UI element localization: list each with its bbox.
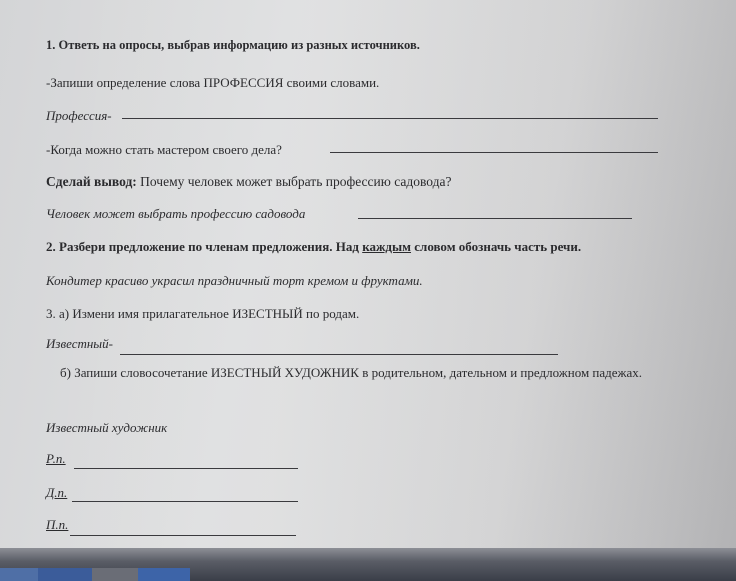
q3-answer-label-adjective: Известный-: [46, 336, 113, 351]
taskbar-app-icon[interactable]: [92, 568, 138, 581]
q3-answer-line-genitive[interactable]: [74, 468, 298, 469]
q3-answer-line-adjective[interactable]: [120, 354, 558, 355]
q1-answer-label-profession: Профессия-: [46, 108, 112, 123]
q3-part-b: б) Запиши словосочетание ИЗЕСТНЫЙ ХУДОЖНИК в родительном, дательном и предложном падежах.: [60, 365, 643, 380]
q1-answer-line-master[interactable]: [330, 152, 658, 153]
q3-answer-line-dative[interactable]: [72, 501, 298, 502]
q1-conclusion: [46, 174, 451, 190]
q1-conclusion-question: Почему человек может выбрать профессию садовода?: [136, 174, 452, 189]
taskbar-app-icon[interactable]: [138, 568, 190, 581]
q1-answer-line-gardener[interactable]: [358, 218, 632, 219]
q1-conclusion-bold: Сделай вывод:: [46, 174, 137, 189]
q2-heading-underlined: каждым: [362, 239, 412, 254]
q3-case-label-dative: Д.п.: [46, 485, 68, 500]
q3-case-label-prepositional: П.п.: [46, 517, 69, 532]
q3-phrase: Известный художник: [46, 420, 168, 435]
q2-sentence: Кондитер красиво украсил праздничный торт кремом и фруктами.: [46, 273, 423, 288]
start-button[interactable]: [0, 568, 38, 581]
taskbar-app-icon[interactable]: [38, 568, 92, 581]
q3-part-a: 3. а) Измени имя прилагательное ИЗЕСТНЫЙ по родам.: [46, 306, 360, 321]
taskbar: [0, 548, 736, 581]
q1-heading: 1. Ответь на опросы, выбрав информацию из разных источников.: [46, 38, 420, 52]
q2-heading: [46, 239, 581, 255]
q3-case-label-genitive: Р.п.: [46, 451, 66, 466]
q2-heading-end: словом обозначь часть речи.: [411, 239, 582, 254]
q1-prompt-master: -Когда можно стать мастером своего дела?: [46, 142, 282, 157]
q3-answer-line-prepositional[interactable]: [70, 535, 296, 536]
q1-prompt-definition: -Запиши определение слова ПРОФЕССИЯ своими словами.: [46, 75, 380, 90]
q1-answer-label-gardener: Человек может выбрать профессию садовода: [46, 206, 306, 221]
q2-heading-start: 2. Разбери предложение по членам предложения. Над: [46, 239, 363, 254]
q1-answer-line-profession[interactable]: [122, 118, 658, 119]
